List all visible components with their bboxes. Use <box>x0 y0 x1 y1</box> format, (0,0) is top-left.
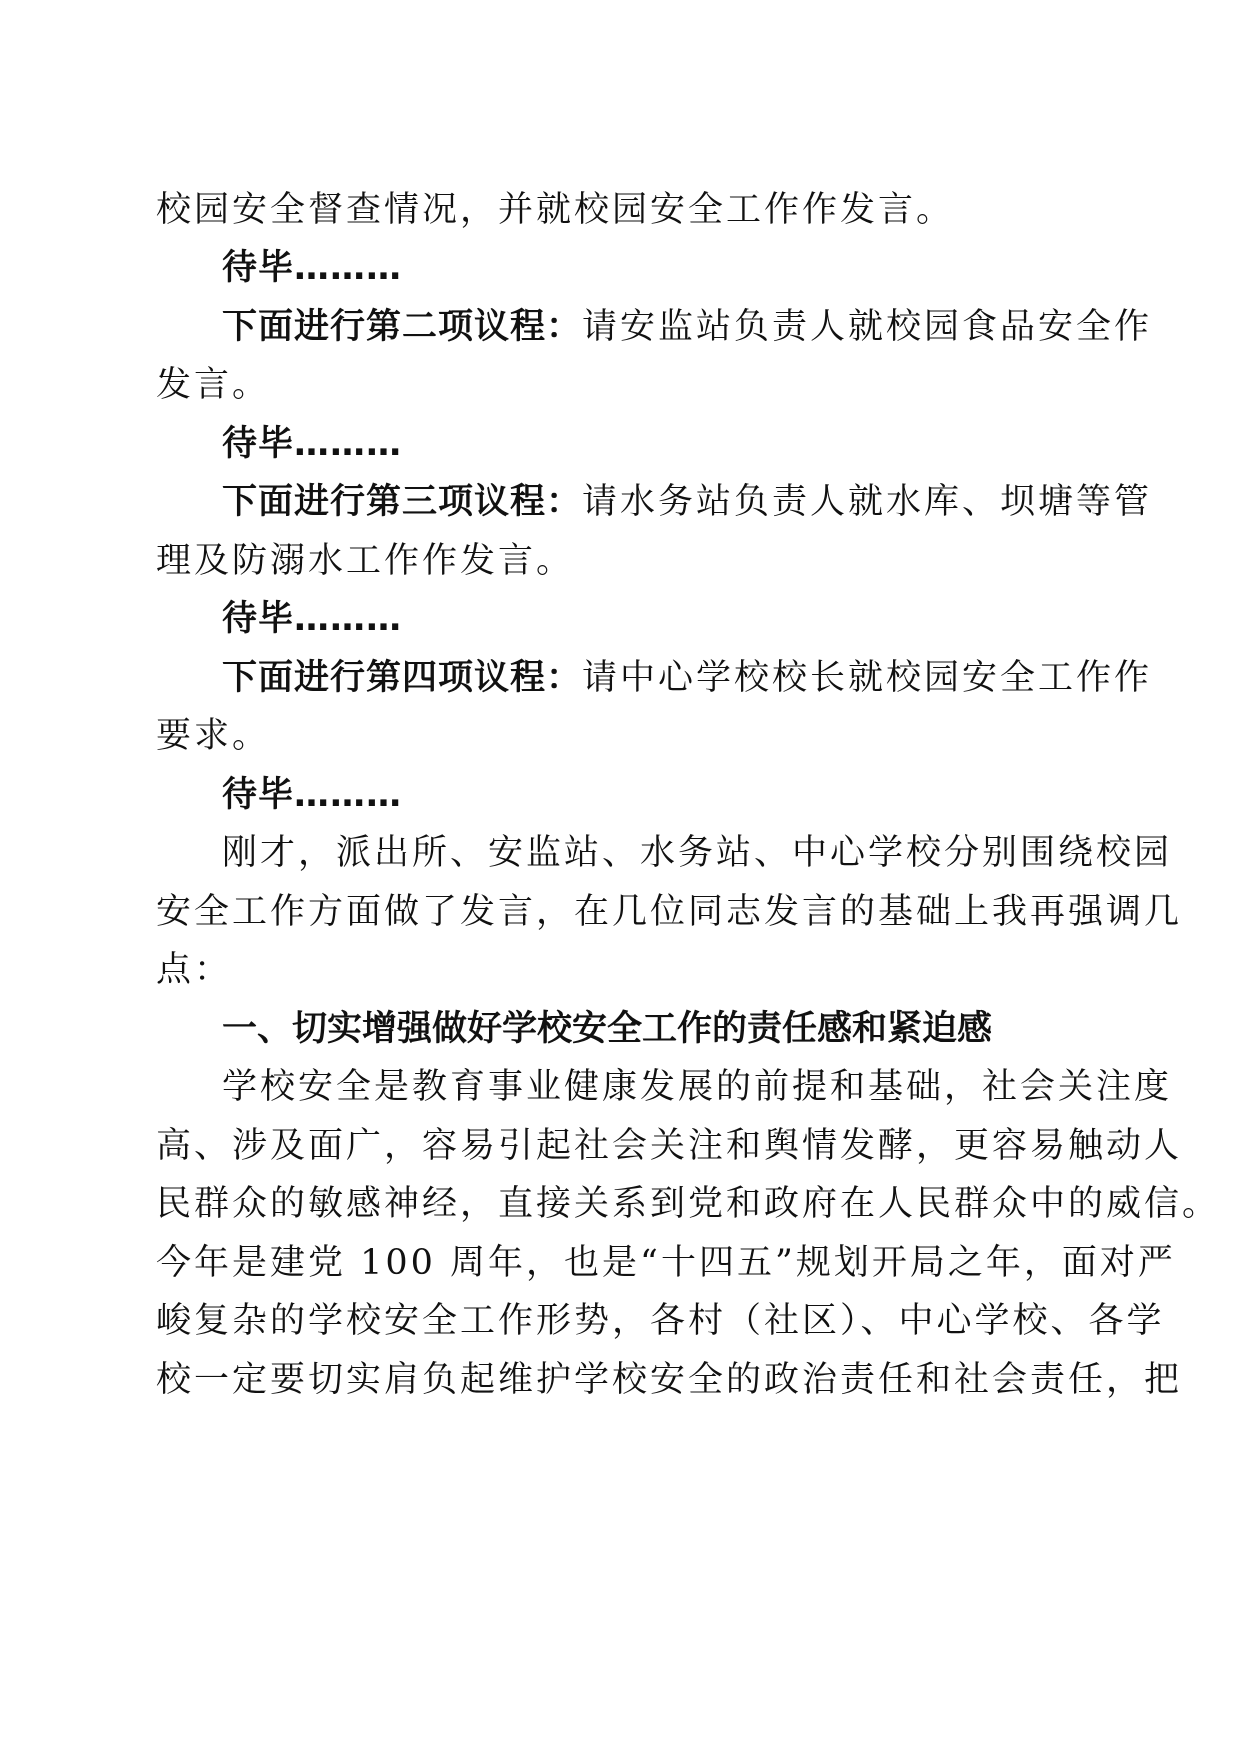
paragraph-line: 点： <box>156 950 233 990</box>
paragraph-line: 高、涉及面广，容易引起社会关注和舆情发酵，更容易触动人 <box>156 1126 1183 1166</box>
agenda-text: 请中心学校校长就校园安全工作作 <box>582 658 1153 698</box>
wait-line: 待毕……… <box>222 248 403 288</box>
section-heading: 一、切实增强做好学校安全工作的责任感和紧迫感 <box>222 1009 993 1049</box>
paragraph-line: 发言。 <box>156 365 271 405</box>
paragraph-line: 校园安全督查情况，并就校园安全工作作发言。 <box>156 190 955 230</box>
paragraph-line: 校一定要切实肩负起维护学校安全的政治责任和社会责任，把 <box>156 1360 1183 1400</box>
paragraph-line: 理及防溺水工作作发言。 <box>156 541 575 581</box>
paragraph-line: 民群众的敏感神经，直接关系到党和政府在人民群众中的威信。 <box>156 1184 1221 1224</box>
agenda-lead: 下面进行第二项议程： <box>222 307 583 347</box>
agenda-text: 请安监站负责人就校园食品安全作 <box>582 307 1153 347</box>
wait-line: 待毕……… <box>222 775 403 815</box>
agenda-item-2 <box>222 303 1153 351</box>
paragraph-line: 要求。 <box>156 716 271 756</box>
agenda-lead: 下面进行第四项议程： <box>222 658 583 698</box>
paragraph-line: 学校安全是教育事业健康发展的前提和基础，社会关注度 <box>222 1067 1173 1107</box>
agenda-text: 请水务站负责人就水库、坝塘等管 <box>582 482 1153 522</box>
document-page <box>156 186 1221 1666</box>
wait-line: 待毕……… <box>222 599 403 639</box>
wait-line: 待毕……… <box>222 424 403 464</box>
paragraph-line: 刚才，派出所、安监站、水务站、中心学校分别围绕校园 <box>222 833 1173 873</box>
paragraph-line: 峻复杂的学校安全工作形势，各村（社区）、中心学校、各学 <box>156 1301 1165 1341</box>
agenda-lead: 下面进行第三项议程： <box>222 482 583 522</box>
paragraph-line: 安全工作方面做了发言，在几位同志发言的基础上我再强调几 <box>156 892 1183 932</box>
agenda-item-4 <box>222 654 1153 702</box>
agenda-item-3 <box>222 478 1153 526</box>
paragraph-line: 今年是建党 100 周年，也是“十四五”规划开局之年，面对严 <box>156 1243 1176 1283</box>
